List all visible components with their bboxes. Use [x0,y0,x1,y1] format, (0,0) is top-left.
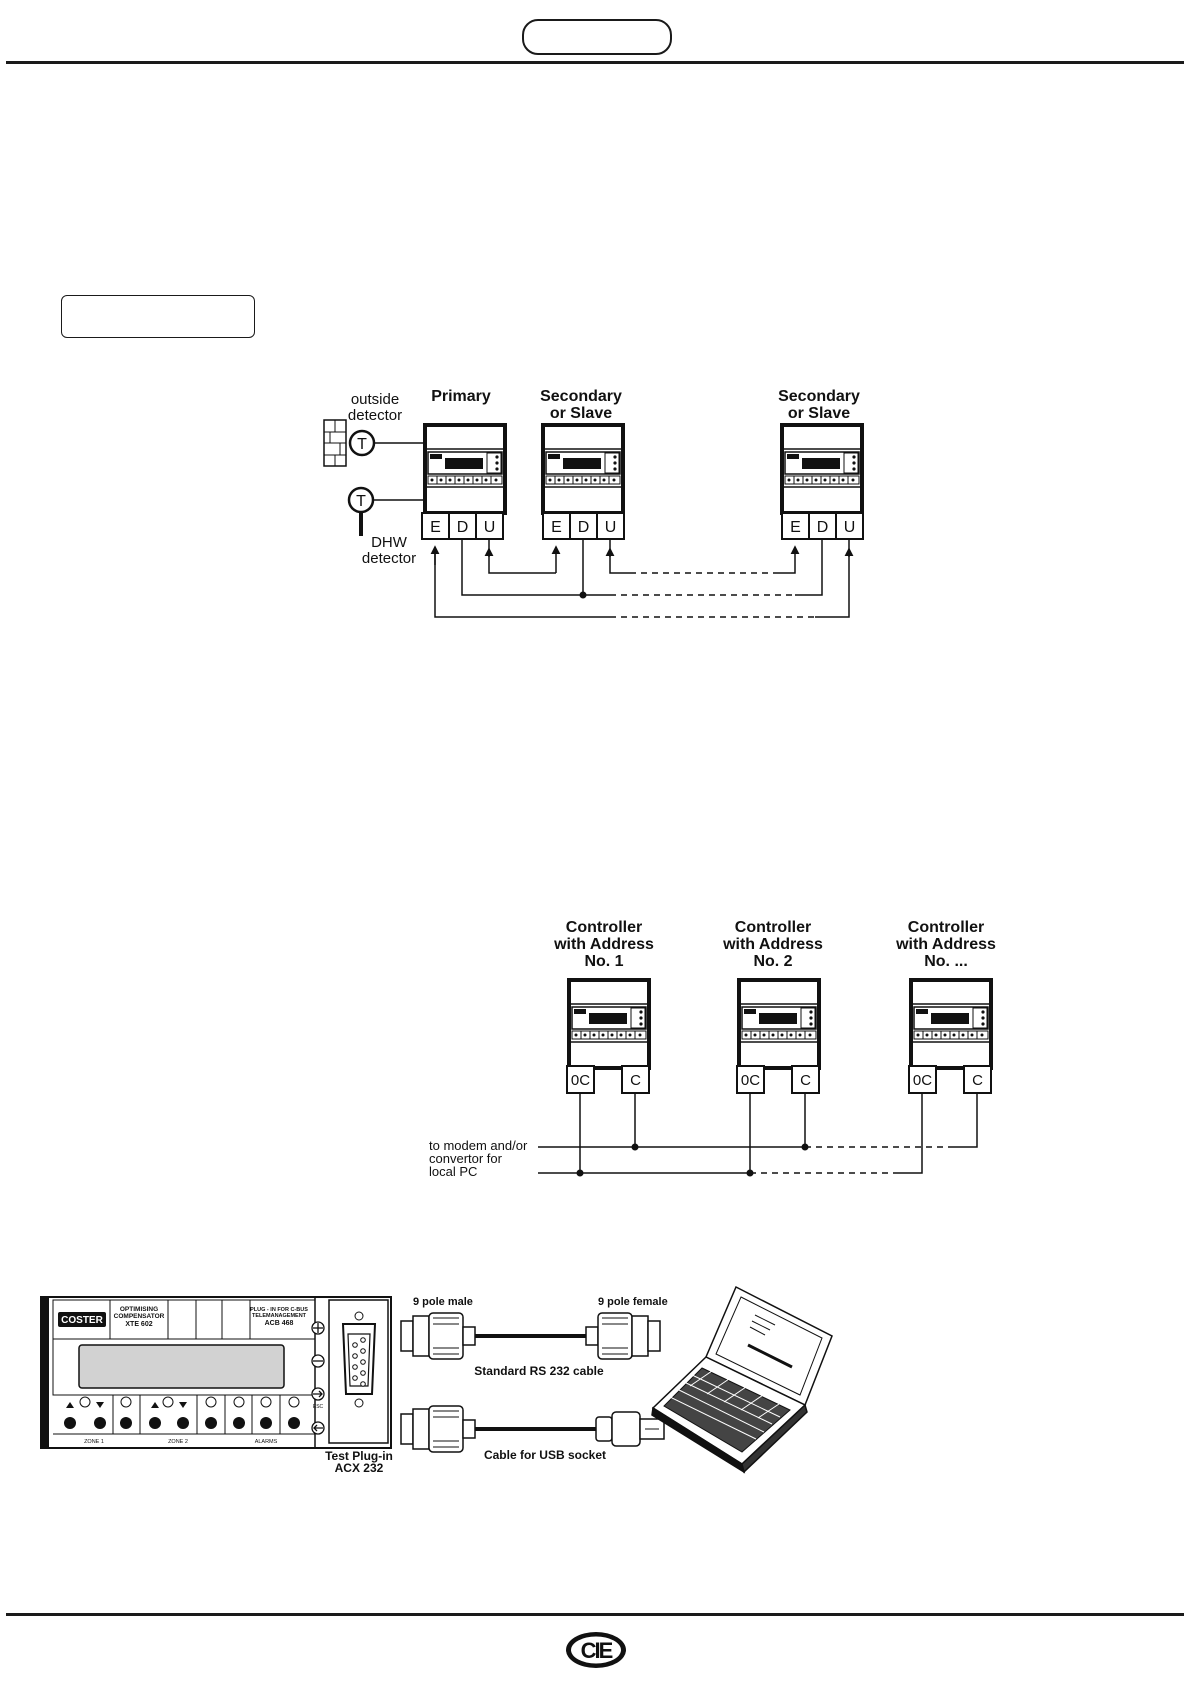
svg-text:Controller: Controller [907,919,985,936]
dhw-sensor-icon [349,488,373,536]
address-label-2: No. 2 [753,953,793,970]
wall-icon [324,420,346,466]
svg-text:0C: 0C [570,1072,591,1089]
outside-detector-label: outside [350,391,400,408]
terminals-primary [422,513,503,539]
svg-text:E: E [430,519,441,536]
primary-label: Primary [431,388,491,405]
rs232-cable [401,1313,660,1359]
primary-controller [425,425,505,513]
secondary-controller-2 [782,425,862,513]
svg-text:ALARMS: ALARMS [254,1439,278,1445]
outside-sensor-icon [350,431,374,455]
svg-text:D: D [816,519,829,536]
svg-text:ACB 468: ACB 468 [264,1320,294,1327]
address-label-1: No. 1 [584,953,624,970]
button-1 [64,1417,76,1429]
svg-text:or Slave: or Slave [787,405,851,422]
svg-text:U: U [483,519,496,536]
svg-text:C: C [800,1072,811,1089]
svg-text:ESC: ESC [312,1404,324,1410]
svg-text:C: C [972,1072,983,1089]
svg-text:U: U [604,519,617,536]
usb-cable [401,1406,664,1452]
button-6 [205,1417,217,1429]
svg-text:CIE: CIE [580,1638,612,1663]
laptop-icon [652,1287,832,1472]
button-7 [233,1417,245,1429]
svg-text:detector: detector [361,550,417,567]
svg-text:local PC: local PC [429,1164,478,1179]
svg-text:ZONE 1: ZONE 1 [84,1439,104,1445]
button-4 [149,1417,161,1429]
svg-text:COMPENSATOR: COMPENSATOR [113,1313,165,1320]
diagram-primary-secondary [324,388,863,617]
svg-text:convertor for: convertor for [429,1151,502,1166]
svg-text:E: E [790,519,801,536]
svg-text:OPTIMISING: OPTIMISING [119,1306,159,1313]
svg-text:with Address: with Address [554,936,654,953]
svg-text:detector: detector [347,407,403,424]
svg-text:with Address: with Address [896,936,996,953]
svg-text:Controller: Controller [734,919,812,936]
rs232-cable-label: Standard RS 232 cable [474,1364,604,1378]
svg-text:COSTER: COSTER [61,1315,103,1326]
svg-text:PLUG - IN FOR C-BUS: PLUG - IN FOR C-BUS [250,1307,308,1313]
svg-text:Controller: Controller [565,919,643,936]
svg-text:0C: 0C [912,1072,933,1089]
svg-text:ACX 232: ACX 232 [334,1461,384,1475]
secondary-controller-1 [543,425,623,513]
diagram-cbus-addresses [429,919,996,1179]
button-5 [177,1417,189,1429]
controller-address-2 [739,980,819,1068]
controller-address-3 [911,980,991,1068]
secondary-label-2: Secondary [778,388,860,405]
cbus-wiring [538,1093,977,1173]
svg-text:ZONE 2: ZONE 2 [168,1439,188,1445]
button-8 [260,1417,272,1429]
svg-text:E: E [551,519,562,536]
svg-text:or Slave: or Slave [549,405,613,422]
xte602-panel [41,1297,391,1448]
svg-text:D: D [577,519,590,536]
female-connector-label: 9 pole female [598,1296,668,1308]
button-3 [120,1417,132,1429]
lcd-display [79,1345,284,1388]
terminals-0c-c-1 [567,1066,649,1093]
terminals-secondary-2 [782,513,863,539]
svg-text:0C: 0C [740,1072,761,1089]
svg-text:D: D [456,519,469,536]
svg-text:C: C [630,1072,641,1089]
button-2 [94,1417,106,1429]
usb-cable-label: Cable for USB socket [483,1448,607,1462]
svg-text:XTE 602: XTE 602 [125,1321,153,1328]
terminals-0c-c-3 [909,1066,991,1093]
diagram-pc-connection [41,1287,832,1475]
svg-text:T: T [356,493,366,510]
terminals-secondary-1 [543,513,624,539]
svg-text:TELEMANAGEMENT: TELEMANAGEMENT [251,1313,307,1319]
button-9 [288,1417,300,1429]
controller-address-1 [569,980,649,1068]
svg-text:T: T [357,436,367,453]
male-connector-label: 9 pole male [413,1296,473,1308]
svg-text:U: U [843,519,856,536]
wiring-lines [435,539,849,617]
secondary-label-1: Secondary [540,388,622,405]
address-label-3: No. ... [924,953,968,970]
cie-logo [566,1632,626,1668]
test-plugin-label: Test Plug-in [325,1449,393,1463]
svg-text:with Address: with Address [723,936,823,953]
terminals-0c-c-2 [737,1066,819,1093]
dhw-detector-label: DHW [371,534,407,551]
bus-label: to modem and/or [429,1138,528,1153]
